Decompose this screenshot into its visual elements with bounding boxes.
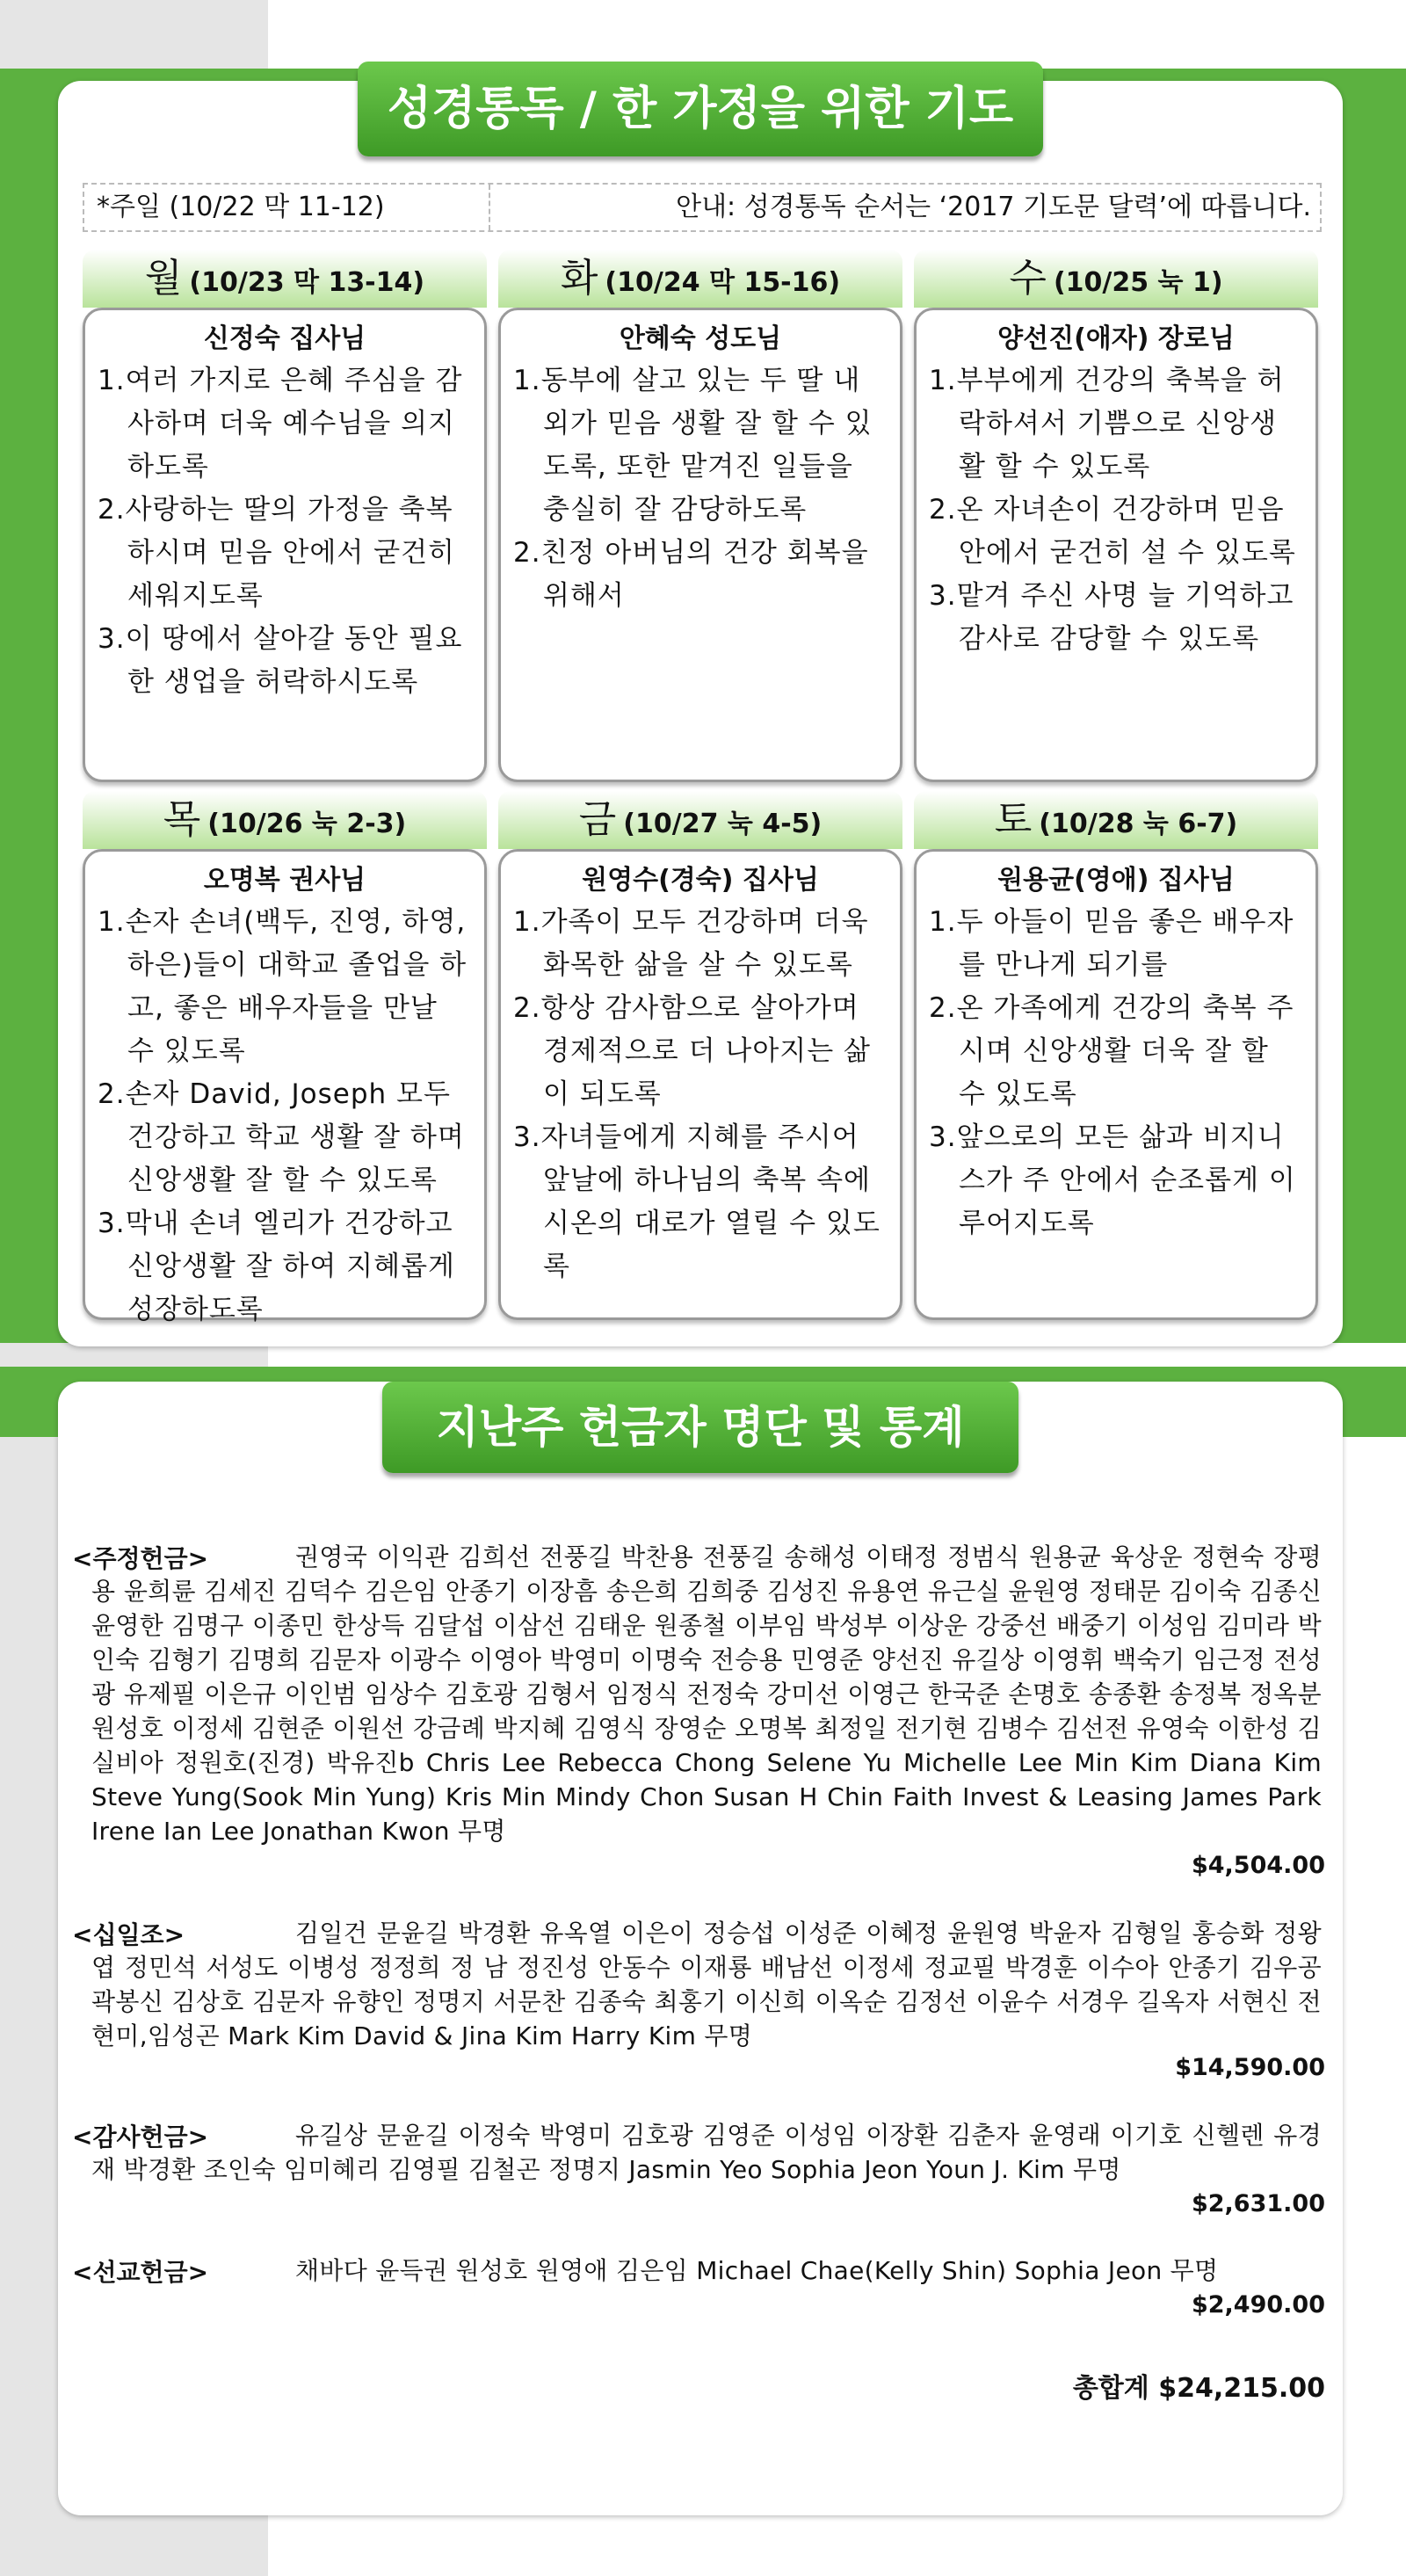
prayer-box-sat <box>914 849 1318 1320</box>
prayer-box-fri <box>498 849 902 1320</box>
prayer-person: 양선진(애자) 장로님 <box>997 323 1235 354</box>
prayer-item: 2.사랑하는 딸의 가정을 축복하시며 믿음 안에서 굳건히 세워지도록 <box>98 494 455 612</box>
day-header-mon: 월 (10/23 막 13-14) <box>83 250 487 308</box>
day-header-tue: 화 (10/24 막 15-16) <box>498 250 902 308</box>
section-title-banner <box>358 62 1043 156</box>
prayer-item: 1.여러 가지로 은혜 주심을 감사하며 더욱 예수님을 의지하도록 <box>98 365 463 483</box>
day-header-fri: 금 (10/27 눅 4-5) <box>498 791 902 849</box>
prayer-person: 원용균(영애) 집사님 <box>997 865 1235 896</box>
offering-label: <주정헌금> <box>72 1544 209 1573</box>
prayer-item: 3.앞으로의 모든 삶과 비지니스가 주 안에서 순조롭게 이루어지도록 <box>929 1121 1296 1239</box>
prayer-person: 신정숙 집사님 <box>203 323 366 354</box>
prayer-person: 안혜숙 성도님 <box>619 323 782 354</box>
offering-label: <선교헌금> <box>72 2258 209 2287</box>
reading-notice: 안내: 성경통독 순서는 ‘2017 기도문 달력’에 따릅니다. <box>676 192 1311 222</box>
offering-names: 권영국 이익관 김희선 전풍길 박찬용 전풍길 송해성 이태정 정범식 원용균 육상운 정현숙 장평용 윤희륜 김세진 김덕수 김은임 안종기 이장흠 송은희 김희중 김성진 유용연 유근실 윤원영 정태문 김이숙 김종신 윤영한 김명구 이종민 한상득 김달섭 이삼선 김태운 원종철 이부임 박성부 이상운 강중선 배중기 이성임 김미라 박인숙 김형기 김명희 김문자 이광수 이영아 박영미 이명숙 전승용 민영준 양선진 유길상 이영휘 백숙기 임근정 전성광 유제필 이은규 이인범 임상수 김호광 김형서 임정식 전정숙 강미선 이영근 한국준 손명호 송종환 송정복 정옥분 원성호 이정세 김현준 이원선 강금례 박지혜 김영식 장영순 오명복 최정일 전기현 김병수 김선전 유영숙 이한성 김실비아 정원호(진경) 박유진b Chris Lee Rebecca Chong Selene Yu Michelle Lee Min Kim Diana Kim Steve Yung(Sook Min Yung) Kris Min Mindy Chon Susan H Chin Faith Invest & Leasing James Park Irene Ian Lee Jonathan Kwon 무명 <box>91 1542 1322 1846</box>
prayer-box-tue <box>498 308 902 782</box>
prayer-item: 2.온 가족에게 건강의 축복 주시며 신앙생활 더욱 잘 할 수 있도록 <box>929 992 1294 1110</box>
offering-total: $14,590.00 <box>1175 2054 1325 2081</box>
offering-total: $2,490.00 <box>1191 2291 1325 2318</box>
prayer-person: 원영수(경숙) 집사님 <box>582 865 819 896</box>
section-title: 지난주 헌금자 명단 및 통계 <box>436 1402 965 1453</box>
prayer-item: 1.동부에 살고 있는 두 딸 내외가 믿음 생활 잘 할 수 있도록, 또한 맡겨진 일들을 충실히 잘 감당하도록 <box>513 365 873 526</box>
section-title: 성경통독 / 한 가정을 위한 기도 <box>387 83 1014 135</box>
prayer-item: 2.온 자녀손이 건강하며 믿음 안에서 굳건히 설 수 있도록 <box>929 494 1296 569</box>
prayer-item: 2.손자 David, Joseph 모두 건강하고 학교 생활 잘 하며 신앙생활 잘 할 수 있도록 <box>98 1078 465 1196</box>
prayer-item: 1.두 아들이 믿음 좋은 배우자를 만나게 되기를 <box>929 906 1294 981</box>
prayer-box-mon <box>83 308 487 782</box>
day-header-sat: 토 (10/28 눅 6-7) <box>914 791 1318 849</box>
prayer-item: 3.막내 손녀 엘리가 건강하고 신앙생활 잘 하여 지혜롭게 성장하도록 <box>98 1208 455 1325</box>
offering-label: <십일조> <box>72 1920 185 1949</box>
prayer-item: 3.맡겨 주신 사명 늘 기억하고 감사로 감당할 수 있도록 <box>929 580 1294 655</box>
offering-card <box>58 1382 1343 2515</box>
prayer-box-thu <box>83 849 487 1325</box>
grand-total: 총합계 $24,215.00 <box>1072 2373 1325 2404</box>
offering-total: $2,631.00 <box>1191 2190 1325 2217</box>
prayer-item: 1.가족이 모두 건강하며 더욱 화목한 삶을 살 수 있도록 <box>513 906 869 981</box>
offering-names: 김일건 문윤길 박경환 유옥열 이은이 정승섭 이성준 이혜정 윤원영 박윤자 김형일 홍승화 정왕엽 정민석 서성도 이병성 정정희 정 남 정진성 안동수 이재룡 배남선 이정세 정교필 박경훈 이수아 안종기 김우공 곽봉신 김상호 김문자 유향인 정명지 서문찬 김종숙 최홍기 이신희 이옥순 김정선 이윤수 서경우 길옥자 서현신 전현미,임성곤 Mark Kim David & Jina Kim Harry Kim 무명 <box>91 1919 1322 2050</box>
bible-reading-card <box>58 81 1343 1346</box>
prayer-person: 오명복 권사님 <box>203 865 366 896</box>
offering-names: 유길상 문윤길 이정숙 박영미 김호광 김영준 이성임 이장환 김춘자 윤영래 이기호 신헬렌 유경재 박경환 조인숙 임미혜리 김영필 김철곤 정명지 Jasmin Yeo Sophia Jeon Youn J. Kim 무명 <box>91 2121 1322 2184</box>
prayer-box-wed <box>914 308 1318 782</box>
prayer-item: 1.손자 손녀(백두, 진영, 하영, 하은)들이 대학교 졸업을 하고, 좋은 배우자들을 만날 수 있도록 <box>98 906 467 1067</box>
schedule-info-row <box>83 183 1322 232</box>
prayer-item: 2.항상 감사함으로 살아가며 경제적으로 더 나아지는 삶이 되도록 <box>513 992 871 1110</box>
day-header-thu: 목 (10/26 눅 2-3) <box>83 791 487 849</box>
sunday-reading: *주일 (10/22 막 11-12) <box>84 185 490 230</box>
prayer-item: 2.친정 아버님의 건강 회복을 위해서 <box>513 537 869 612</box>
offering-total: $4,504.00 <box>1191 1852 1325 1879</box>
offering-label: <감사헌금> <box>72 2122 209 2152</box>
offering-names: 채바다 윤득권 원성호 원영애 김은임 Michael Chae(Kelly Shin) Sophia Jeon 무명 <box>295 2256 1219 2285</box>
prayer-item: 3.자녀들에게 지혜를 주시어 앞날에 하나님의 축복 속에 시온의 대로가 열릴 수 있도록 <box>513 1121 881 1282</box>
prayer-item: 3.이 땅에서 살아갈 동안 필요한 생업을 허락하시도록 <box>98 623 463 698</box>
day-header-wed: 수 (10/25 눅 1) <box>914 250 1318 308</box>
section-title-banner <box>382 1382 1018 1473</box>
prayer-item: 1.부부에게 건강의 축복을 허락하셔서 기쁨으로 신앙생활 할 수 있도록 <box>929 365 1285 483</box>
